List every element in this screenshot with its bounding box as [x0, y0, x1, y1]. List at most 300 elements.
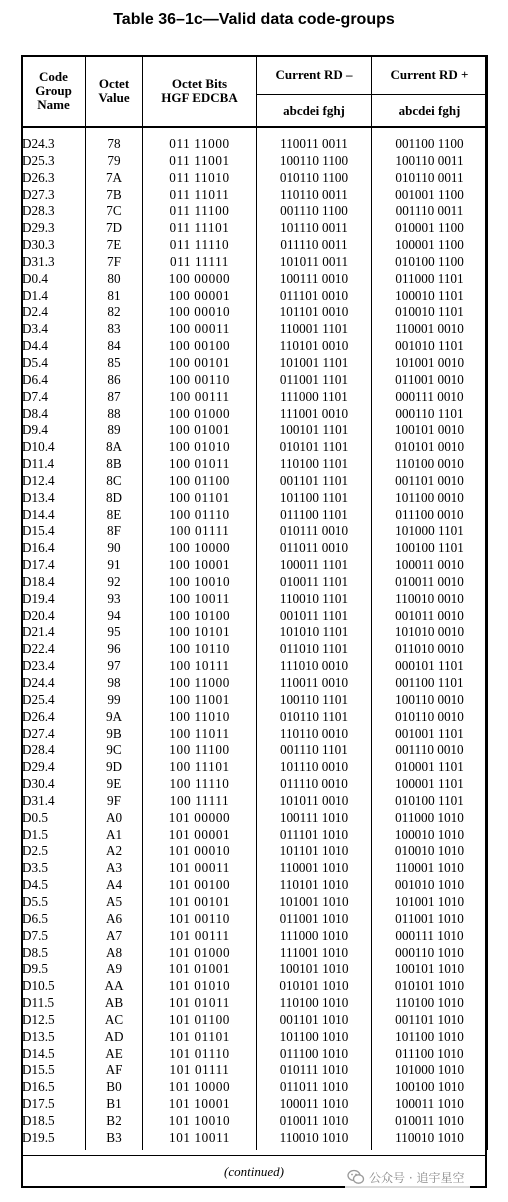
- current-rd-plus-cell: 100011 0010: [372, 557, 488, 574]
- current-rd-plus-cell: 100001 1100: [372, 237, 488, 254]
- watermark: [345, 1166, 470, 1188]
- code-group-name-cell: D4.5: [22, 877, 86, 894]
- code-group-name-cell: D25.3: [22, 153, 86, 170]
- octet-value-cell: 8B: [86, 456, 143, 473]
- octet-value-cell: 7D: [86, 220, 143, 237]
- table-row: [22, 1079, 488, 1096]
- octet-value-cell: 8A: [86, 439, 143, 456]
- current-rd-minus-cell: 111001 1010: [257, 945, 372, 962]
- current-rd-minus-cell: 101101 0010: [257, 304, 372, 321]
- current-rd-plus-cell: 001100 1100: [372, 136, 488, 153]
- table-row: [22, 911, 488, 928]
- continued-note: (continued): [224, 1164, 284, 1179]
- current-rd-minus-cell: 100011 1010: [257, 1096, 372, 1113]
- current-rd-plus-cell: 110010 1010: [372, 1130, 488, 1150]
- octet-value-cell: 80: [86, 271, 143, 288]
- code-group-name-cell: D28.4: [22, 742, 86, 759]
- octet-bits-cell: 100 00010: [143, 304, 257, 321]
- octet-bits-cell: 101 10011: [143, 1130, 257, 1150]
- current-rd-minus-cell: 011100 1101: [257, 507, 372, 524]
- octet-bits-cell: 101 00101: [143, 894, 257, 911]
- current-rd-minus-cell: 101011 0010: [257, 793, 372, 810]
- current-rd-minus-cell: 011001 1010: [257, 911, 372, 928]
- code-group-name-cell: D6.5: [22, 911, 86, 928]
- table-row: [22, 321, 488, 338]
- current-rd-minus-cell: 010111 1010: [257, 1062, 372, 1079]
- table-row: [22, 557, 488, 574]
- octet-value-cell: 85: [86, 355, 143, 372]
- current-rd-plus-cell: 100010 1101: [372, 288, 488, 305]
- table-row: [22, 237, 488, 254]
- octet-value-cell: 9E: [86, 776, 143, 793]
- octet-value-cell: 82: [86, 304, 143, 321]
- table-row: [22, 608, 488, 625]
- watermark-text: 公众号 · 追宇星空: [369, 1170, 465, 1185]
- code-group-name-cell: D26.3: [22, 170, 86, 187]
- col-header-octet-bits: Octet Bits HGF EDCBA: [143, 56, 257, 128]
- table-row: [22, 894, 488, 911]
- table-row: [22, 793, 488, 810]
- current-rd-plus-cell: 100101 1010: [372, 961, 488, 978]
- current-rd-minus-cell: 110001 1010: [257, 860, 372, 877]
- current-rd-minus-cell: 110110 0011: [257, 187, 372, 204]
- current-rd-plus-cell: 101000 1101: [372, 523, 488, 540]
- current-rd-plus-cell: 001110 0010: [372, 742, 488, 759]
- current-rd-minus-cell: 110110 0010: [257, 726, 372, 743]
- table-row: [22, 1046, 488, 1063]
- current-rd-minus-cell: 110100 1010: [257, 995, 372, 1012]
- code-group-name-cell: D7.5: [22, 928, 86, 945]
- code-group-name-cell: D5.5: [22, 894, 86, 911]
- current-rd-plus-cell: 000110 1101: [372, 406, 488, 423]
- current-rd-plus-cell: 100110 0010: [372, 692, 488, 709]
- code-group-name-cell: D31.4: [22, 793, 86, 810]
- table-row: [22, 304, 488, 321]
- octet-value-cell: AE: [86, 1046, 143, 1063]
- table-row: [22, 995, 488, 1012]
- current-rd-plus-cell: 110100 0010: [372, 456, 488, 473]
- octet-value-cell: 86: [86, 372, 143, 389]
- octet-value-cell: B2: [86, 1113, 143, 1130]
- octet-bits-cell: 100 11001: [143, 692, 257, 709]
- octet-bits-cell: 011 11001: [143, 153, 257, 170]
- code-group-name-cell: D13.5: [22, 1029, 86, 1046]
- current-rd-plus-cell: 110001 1010: [372, 860, 488, 877]
- current-rd-minus-cell: 101010 1101: [257, 624, 372, 641]
- table-row: [22, 928, 488, 945]
- table-row: [22, 726, 488, 743]
- current-rd-minus-cell: 001110 1101: [257, 742, 372, 759]
- current-rd-minus-cell: 101100 1010: [257, 1029, 372, 1046]
- octet-bits-cell: 101 00011: [143, 860, 257, 877]
- current-rd-minus-cell: 100111 1010: [257, 810, 372, 827]
- current-rd-plus-cell: 010110 0011: [372, 170, 488, 187]
- current-rd-plus-cell: 010011 0010: [372, 574, 488, 591]
- current-rd-minus-cell: 110011 0010: [257, 675, 372, 692]
- table-row: [22, 372, 488, 389]
- code-group-name-cell: D13.4: [22, 490, 86, 507]
- octet-value-cell: AA: [86, 978, 143, 995]
- table-row: [22, 271, 488, 288]
- current-rd-minus-cell: 011001 1101: [257, 372, 372, 389]
- table-row: [22, 389, 488, 406]
- octet-value-cell: 78: [86, 136, 143, 153]
- octet-value-cell: 7F: [86, 254, 143, 271]
- octet-value-cell: 92: [86, 574, 143, 591]
- octet-bits-cell: 100 10010: [143, 574, 257, 591]
- octet-value-cell: 97: [86, 658, 143, 675]
- current-rd-plus-cell: 100100 1010: [372, 1079, 488, 1096]
- octet-value-cell: 8D: [86, 490, 143, 507]
- table-row: [22, 220, 488, 237]
- octet-value-cell: 8C: [86, 473, 143, 490]
- current-rd-plus-cell: 100011 1010: [372, 1096, 488, 1113]
- octet-bits-cell: 011 11011: [143, 187, 257, 204]
- octet-bits-cell: 100 11010: [143, 709, 257, 726]
- octet-bits-cell: 100 10111: [143, 658, 257, 675]
- table-row: [22, 658, 488, 675]
- current-rd-minus-cell: 011110 0011: [257, 237, 372, 254]
- octet-bits-cell: 100 00100: [143, 338, 257, 355]
- table-row: [22, 978, 488, 995]
- octet-bits-cell: 101 00000: [143, 810, 257, 827]
- code-group-name-cell: D17.5: [22, 1096, 86, 1113]
- octet-value-cell: 79: [86, 153, 143, 170]
- current-rd-minus-cell: 100110 1100: [257, 153, 372, 170]
- octet-bits-cell: 100 00110: [143, 372, 257, 389]
- code-group-name-cell: D10.4: [22, 439, 86, 456]
- current-rd-plus-cell: 010100 1101: [372, 793, 488, 810]
- current-rd-plus-cell: 010001 1101: [372, 759, 488, 776]
- octet-bits-cell: 101 00001: [143, 827, 257, 844]
- code-group-name-cell: D2.4: [22, 304, 86, 321]
- octet-bits-cell: 100 01010: [143, 439, 257, 456]
- table-row: [22, 877, 488, 894]
- code-group-name-cell: D24.4: [22, 675, 86, 692]
- octet-value-cell: 7B: [86, 187, 143, 204]
- octet-bits-cell: 011 11000: [143, 136, 257, 153]
- current-rd-minus-cell: 010101 1101: [257, 439, 372, 456]
- code-group-name-cell: D0.4: [22, 271, 86, 288]
- code-group-name-cell: D27.3: [22, 187, 86, 204]
- code-group-name-cell: D9.4: [22, 422, 86, 439]
- current-rd-minus-cell: 111001 0010: [257, 406, 372, 423]
- octet-bits-cell: 101 01101: [143, 1029, 257, 1046]
- code-group-name-cell: D6.4: [22, 372, 86, 389]
- octet-value-cell: 9C: [86, 742, 143, 759]
- octet-value-cell: 88: [86, 406, 143, 423]
- octet-bits-cell: 011 11110: [143, 237, 257, 254]
- table-row: [22, 591, 488, 608]
- octet-bits-cell: 100 10011: [143, 591, 257, 608]
- table-row: [22, 810, 488, 827]
- current-rd-minus-cell: 101110 0011: [257, 220, 372, 237]
- code-group-name-cell: D17.4: [22, 557, 86, 574]
- octet-bits-cell: 100 11011: [143, 726, 257, 743]
- current-rd-plus-cell: 101001 0010: [372, 355, 488, 372]
- current-rd-minus-cell: 010110 1100: [257, 170, 372, 187]
- current-rd-minus-cell: 011011 0010: [257, 540, 372, 557]
- table-row: [22, 490, 488, 507]
- current-rd-plus-cell: 010010 1010: [372, 843, 488, 860]
- octet-value-cell: 83: [86, 321, 143, 338]
- code-group-name-cell: D8.5: [22, 945, 86, 962]
- table-row: [22, 187, 488, 204]
- octet-bits-cell: 100 11000: [143, 675, 257, 692]
- current-rd-minus-cell: 101011 0011: [257, 254, 372, 271]
- octet-bits-cell: 101 10001: [143, 1096, 257, 1113]
- octet-bits-cell: 011 11100: [143, 203, 257, 220]
- code-group-name-cell: D0.5: [22, 810, 86, 827]
- octet-value-cell: 93: [86, 591, 143, 608]
- current-rd-plus-cell: 000101 1101: [372, 658, 488, 675]
- table-row: [22, 439, 488, 456]
- code-group-name-cell: D30.3: [22, 237, 86, 254]
- octet-value-cell: 95: [86, 624, 143, 641]
- table-row: [22, 170, 488, 187]
- current-rd-plus-cell: 010010 1101: [372, 304, 488, 321]
- octet-bits-cell: 100 10101: [143, 624, 257, 641]
- current-rd-plus-cell: 011001 1010: [372, 911, 488, 928]
- code-group-name-cell: D15.5: [22, 1062, 86, 1079]
- octet-bits-cell: 100 00011: [143, 321, 257, 338]
- current-rd-minus-cell: 010110 1101: [257, 709, 372, 726]
- current-rd-minus-cell: 100110 1101: [257, 692, 372, 709]
- table-row: [22, 456, 488, 473]
- col-header-current-rd-plus: Current RD +: [372, 56, 488, 95]
- table-row: [22, 641, 488, 658]
- current-rd-plus-cell: 000111 1010: [372, 928, 488, 945]
- octet-bits-cell: 100 11101: [143, 759, 257, 776]
- octet-value-cell: A7: [86, 928, 143, 945]
- current-rd-minus-cell: 100111 0010: [257, 271, 372, 288]
- current-rd-plus-cell: 100100 1101: [372, 540, 488, 557]
- octet-value-cell: AB: [86, 995, 143, 1012]
- table-row: [22, 574, 488, 591]
- current-rd-minus-cell: 111000 1101: [257, 389, 372, 406]
- current-rd-plus-cell: 011100 0010: [372, 507, 488, 524]
- octet-bits-cell: 100 01111: [143, 523, 257, 540]
- current-rd-plus-cell: 011100 1010: [372, 1046, 488, 1063]
- octet-bits-cell: 101 10000: [143, 1079, 257, 1096]
- current-rd-plus-cell: 001110 0011: [372, 203, 488, 220]
- table-row: [22, 843, 488, 860]
- current-rd-plus-cell: 011000 1010: [372, 810, 488, 827]
- code-group-name-cell: D3.5: [22, 860, 86, 877]
- code-group-name-cell: D3.4: [22, 321, 86, 338]
- code-group-name-cell: D18.5: [22, 1113, 86, 1130]
- footer-divider: [21, 1155, 487, 1156]
- current-rd-plus-cell: 001100 1101: [372, 675, 488, 692]
- code-group-name-cell: D16.5: [22, 1079, 86, 1096]
- octet-bits-cell: 101 01011: [143, 995, 257, 1012]
- current-rd-minus-cell: 010111 0010: [257, 523, 372, 540]
- current-rd-plus-cell: 101001 1010: [372, 894, 488, 911]
- current-rd-plus-cell: 100110 0011: [372, 153, 488, 170]
- current-rd-minus-cell: 011011 1010: [257, 1079, 372, 1096]
- octet-value-cell: 99: [86, 692, 143, 709]
- current-rd-minus-cell: 110101 1010: [257, 877, 372, 894]
- table-row: [22, 624, 488, 641]
- table-row: [22, 961, 488, 978]
- table-row: [22, 1012, 488, 1029]
- col-header-code-group-name: Code Group Name: [22, 56, 86, 128]
- current-rd-plus-cell: 010101 0010: [372, 439, 488, 456]
- code-group-table: [21, 55, 488, 1150]
- octet-value-cell: 96: [86, 641, 143, 658]
- table-row: [22, 523, 488, 540]
- octet-value-cell: 87: [86, 389, 143, 406]
- current-rd-plus-cell: 101100 0010: [372, 490, 488, 507]
- octet-bits-cell: 100 10110: [143, 641, 257, 658]
- octet-bits-cell: 101 00111: [143, 928, 257, 945]
- current-rd-plus-cell: 010100 1100: [372, 254, 488, 271]
- octet-value-cell: A5: [86, 894, 143, 911]
- current-rd-minus-cell: 101001 1010: [257, 894, 372, 911]
- current-rd-plus-cell: 001101 1010: [372, 1012, 488, 1029]
- octet-bits-cell: 101 01001: [143, 961, 257, 978]
- octet-value-cell: 98: [86, 675, 143, 692]
- current-rd-plus-cell: 000111 0010: [372, 389, 488, 406]
- code-group-name-cell: D1.4: [22, 288, 86, 305]
- octet-bits-cell: 100 00101: [143, 355, 257, 372]
- current-rd-plus-cell: 010101 1010: [372, 978, 488, 995]
- current-rd-minus-cell: 011010 1101: [257, 641, 372, 658]
- code-group-name-cell: D28.3: [22, 203, 86, 220]
- octet-bits-cell: 101 00100: [143, 877, 257, 894]
- code-group-name-cell: D30.4: [22, 776, 86, 793]
- table-row: [22, 203, 488, 220]
- code-group-name-cell: D25.4: [22, 692, 86, 709]
- octet-bits-cell: 011 11101: [143, 220, 257, 237]
- table-row: [22, 742, 488, 759]
- code-group-name-cell: D11.5: [22, 995, 86, 1012]
- current-rd-plus-cell: 011010 0010: [372, 641, 488, 658]
- table-row: [22, 709, 488, 726]
- octet-bits-cell: 100 01110: [143, 507, 257, 524]
- code-group-name-cell: D8.4: [22, 406, 86, 423]
- octet-value-cell: AD: [86, 1029, 143, 1046]
- octet-bits-cell: 100 11111: [143, 793, 257, 810]
- octet-bits-cell: 100 00111: [143, 389, 257, 406]
- octet-value-cell: B3: [86, 1130, 143, 1150]
- octet-bits-cell: 101 00110: [143, 911, 257, 928]
- code-group-name-cell: D27.4: [22, 726, 86, 743]
- current-rd-plus-cell: 101000 1010: [372, 1062, 488, 1079]
- current-rd-minus-cell: 101100 1101: [257, 490, 372, 507]
- current-rd-minus-cell: 010101 1010: [257, 978, 372, 995]
- code-group-name-cell: D14.4: [22, 507, 86, 524]
- table-row: [22, 406, 488, 423]
- octet-value-cell: A3: [86, 860, 143, 877]
- table-row: [22, 1062, 488, 1079]
- octet-value-cell: 90: [86, 540, 143, 557]
- octet-value-cell: A6: [86, 911, 143, 928]
- table-row: [22, 827, 488, 844]
- octet-value-cell: 84: [86, 338, 143, 355]
- table-row: [22, 254, 488, 271]
- table-row: [22, 1113, 488, 1130]
- current-rd-plus-cell: 100001 1101: [372, 776, 488, 793]
- current-rd-minus-cell: 001101 1010: [257, 1012, 372, 1029]
- current-rd-plus-cell: 001010 1101: [372, 338, 488, 355]
- current-rd-plus-cell: 010011 1010: [372, 1113, 488, 1130]
- table-row: [22, 153, 488, 170]
- octet-value-cell: AF: [86, 1062, 143, 1079]
- current-rd-plus-cell: 001010 1010: [372, 877, 488, 894]
- current-rd-plus-cell: 001101 0010: [372, 473, 488, 490]
- octet-value-cell: A0: [86, 810, 143, 827]
- current-rd-minus-cell: 111010 0010: [257, 658, 372, 675]
- code-group-name-cell: D11.4: [22, 456, 86, 473]
- current-rd-minus-cell: 110100 1101: [257, 456, 372, 473]
- current-rd-minus-cell: 001101 1101: [257, 473, 372, 490]
- current-rd-minus-cell: 101001 1101: [257, 355, 372, 372]
- current-rd-minus-cell: 101101 1010: [257, 843, 372, 860]
- code-group-name-cell: D29.4: [22, 759, 86, 776]
- table-row: [22, 945, 488, 962]
- current-rd-minus-cell: 011110 0010: [257, 776, 372, 793]
- current-rd-plus-cell: 110100 1010: [372, 995, 488, 1012]
- octet-bits-cell: 011 11010: [143, 170, 257, 187]
- octet-bits-cell: 101 01000: [143, 945, 257, 962]
- octet-value-cell: 8F: [86, 523, 143, 540]
- octet-bits-cell: 101 01010: [143, 978, 257, 995]
- octet-value-cell: 9A: [86, 709, 143, 726]
- table-title: Table 36–1c—Valid data code-groups: [113, 11, 395, 28]
- table-row: [22, 355, 488, 372]
- table-row: [22, 692, 488, 709]
- current-rd-plus-cell: 011001 0010: [372, 372, 488, 389]
- current-rd-minus-cell: 010011 1010: [257, 1113, 372, 1130]
- code-group-name-cell: D15.4: [22, 523, 86, 540]
- octet-bits-cell: 101 01110: [143, 1046, 257, 1063]
- octet-bits-cell: 100 01101: [143, 490, 257, 507]
- octet-value-cell: B0: [86, 1079, 143, 1096]
- code-group-name-cell: D9.5: [22, 961, 86, 978]
- octet-bits-cell: 100 01001: [143, 422, 257, 439]
- current-rd-minus-cell: 001110 1100: [257, 203, 372, 220]
- table-row: [22, 473, 488, 490]
- code-group-name-cell: D12.4: [22, 473, 86, 490]
- octet-value-cell: 89: [86, 422, 143, 439]
- octet-bits-cell: 100 11110: [143, 776, 257, 793]
- octet-bits-cell: 100 01100: [143, 473, 257, 490]
- octet-bits-cell: 101 01100: [143, 1012, 257, 1029]
- code-group-name-cell: D20.4: [22, 608, 86, 625]
- table-row: [22, 507, 488, 524]
- body-spacer: [22, 127, 488, 136]
- current-rd-minus-cell: 110010 1101: [257, 591, 372, 608]
- table-row: [22, 540, 488, 557]
- octet-value-cell: A9: [86, 961, 143, 978]
- octet-value-cell: AC: [86, 1012, 143, 1029]
- octet-bits-cell: 101 01111: [143, 1062, 257, 1079]
- code-group-name-cell: D18.4: [22, 574, 86, 591]
- current-rd-plus-cell: 110010 0010: [372, 591, 488, 608]
- table-row: [22, 759, 488, 776]
- table-row: [22, 776, 488, 793]
- col-header-current-rd-minus: Current RD –: [257, 56, 372, 95]
- code-group-name-cell: D19.4: [22, 591, 86, 608]
- octet-value-cell: 9D: [86, 759, 143, 776]
- current-rd-minus-cell: 110001 1101: [257, 321, 372, 338]
- octet-bits-cell: 011 11111: [143, 254, 257, 271]
- octet-bits-cell: 100 00000: [143, 271, 257, 288]
- octet-bits-cell: 100 00001: [143, 288, 257, 305]
- current-rd-plus-cell: 010001 1100: [372, 220, 488, 237]
- table-row: [22, 675, 488, 692]
